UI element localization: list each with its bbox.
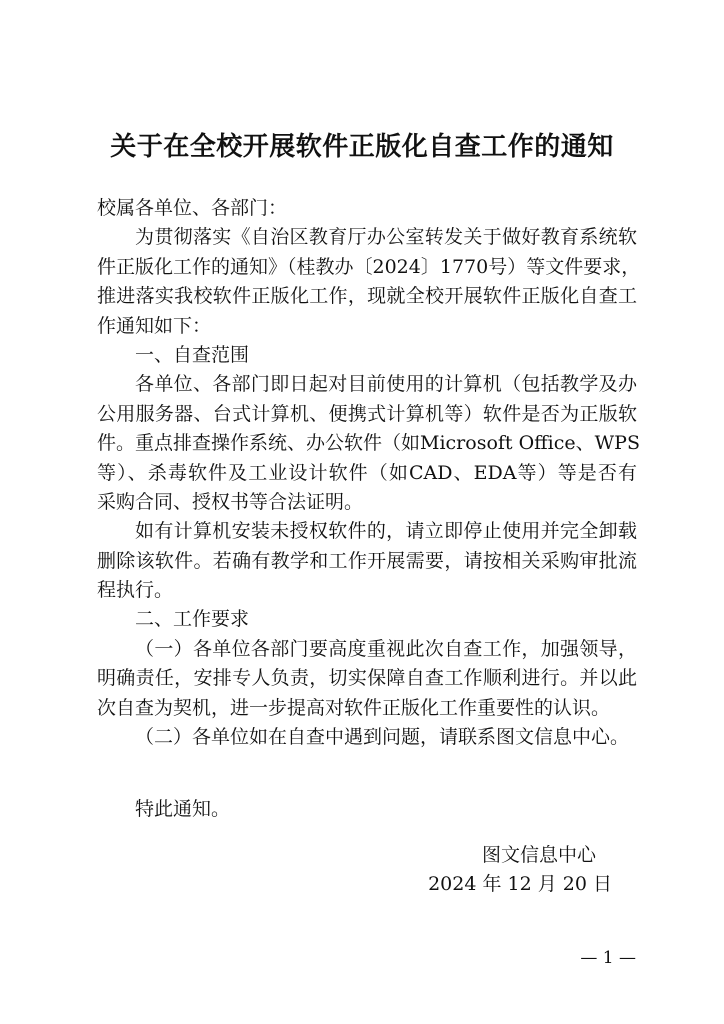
requirements-paragraph-1	[97, 635, 637, 723]
paragraph-line: 等）、杀毒软件及工业设计软件（如CAD、EDA等）等是否有	[97, 461, 637, 484]
page-number: — 1 —	[580, 948, 636, 968]
requirements-paragraph-2	[97, 723, 637, 752]
section-heading-scope: 一、自查范围	[135, 343, 250, 366]
paragraph-line: 删除该软件。若确有教学和工作开展需要，请按相关采购审批流	[97, 549, 637, 572]
paragraph-line: 如有计算机安装未授权软件的，请立即停止使用并完全卸载	[135, 520, 637, 543]
paragraph-line: （一）各单位各部门要高度重视此次自查工作，加强领导，	[135, 637, 637, 660]
scope-paragraph-2	[97, 517, 637, 605]
signature-org: 图文信息中心	[481, 844, 596, 866]
document-body	[97, 194, 641, 825]
closing-text: 特此通知。	[135, 798, 231, 821]
paragraph-line: 公用服务器、台式计算机、便携式计算机等）软件是否为正版软	[97, 402, 637, 425]
paragraph-line: 件。重点排查操作系统、办公软件（如Microsoft Office、WPS	[97, 432, 640, 455]
salutation: 校属各单位、各部门：	[97, 197, 288, 219]
paragraph-line: （二）各单位如在自查中遇到问题，请联系图文信息中心。	[135, 726, 630, 749]
paragraph-line: 件正版化工作的通知》（桂教办〔2024〕1770号）等文件要求，	[97, 255, 641, 278]
section-heading-requirements: 二、工作要求	[135, 608, 250, 631]
intro-paragraph	[97, 223, 641, 341]
paragraph-line: 作通知如下：	[97, 314, 212, 337]
paragraph-line: 各单位、各部门即日起对目前使用的计算机（包括教学及办	[135, 373, 637, 396]
paragraph-line: 采购合同、授权书等合法证明。	[97, 490, 364, 513]
paragraph-line: 程执行。	[97, 579, 174, 602]
paragraph-line: 为贯彻落实《自治区教育厅办公室转发关于做好教育系统软	[135, 226, 637, 249]
document-title: 关于在全校开展软件正版化自查工作的通知	[110, 132, 614, 162]
scope-paragraph-1	[97, 370, 640, 517]
signature-date: 2024 年 12 月 20 日	[428, 873, 612, 895]
paragraph-line: 次自查为契机，进一步提高对软件正版化工作重要性的认识。	[97, 696, 611, 719]
paragraph-line: 明确责任，安排专人负责，切实保障自查工作顺利进行。并以此	[97, 667, 637, 690]
paragraph-line: 推进落实我校软件正版化工作，现就全校开展软件正版化自查工	[97, 285, 637, 308]
